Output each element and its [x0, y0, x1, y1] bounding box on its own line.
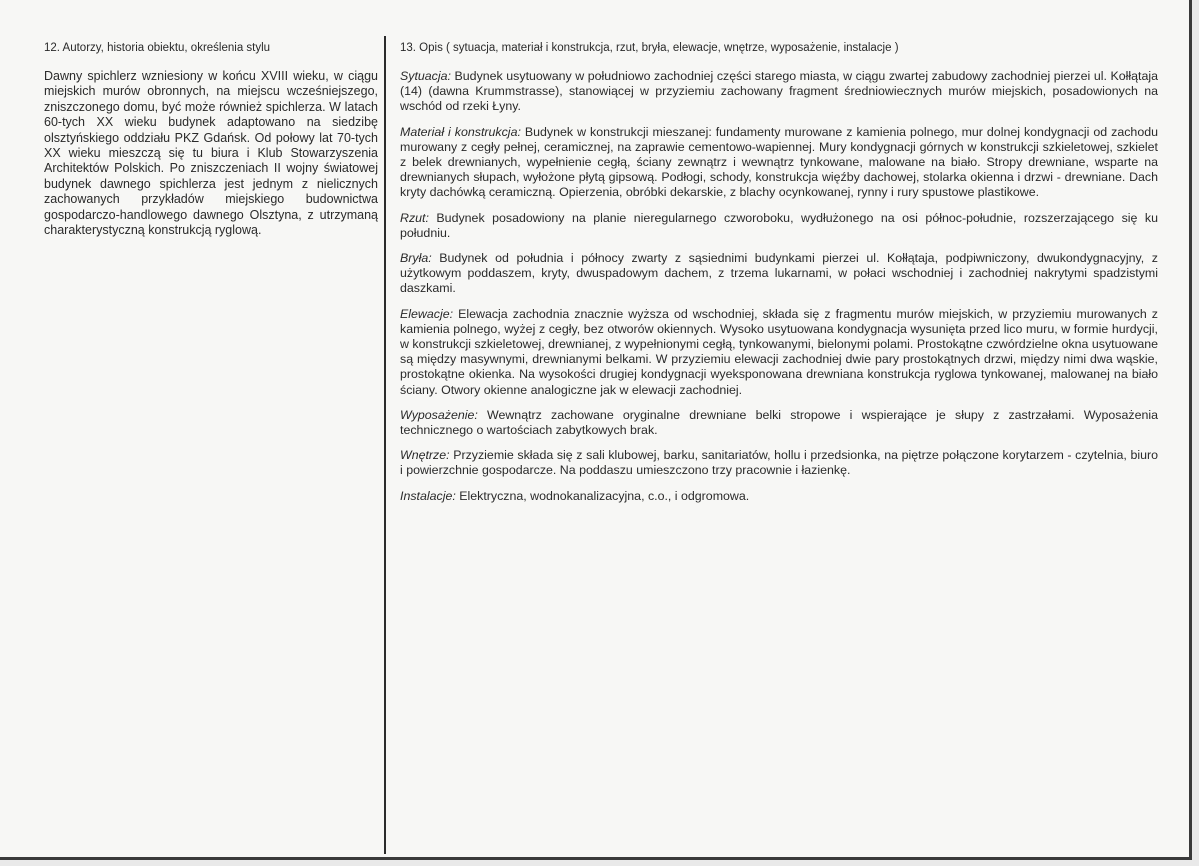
plan-label: Rzut: — [400, 210, 429, 225]
equipment-paragraph — [400, 408, 1158, 438]
material-paragraph — [400, 125, 1158, 201]
section-12-heading: 12. Autorzy, historia obiektu, określenia stylu — [44, 42, 271, 54]
section-13-heading: 13. Opis ( sytuacja, materiał i konstrukcja, rzut, bryła, elewacje, wnętrze, wyposażenie, instalacje ) — [400, 42, 899, 54]
situation-label: Sytuacja: — [400, 69, 451, 83]
interior-text: Przyziemie składa się z sali klubowej, barku, sanitariatów, hollu i przedsionka, na piętrze połączone korytarzem - czytelnia, biuro i powierzchnie gospodarcze. Na poddaszu umieszczono trzy pracownie i łazienkę. — [400, 448, 1158, 478]
situation-text: Budynek usytuowany w południowo zachodniej części starego miasta, w ciągu zwartej zabudowy zachodniej pierzei ul. Kołłątaja (14) (dawna Krummstrasse), stanowiącej w przyziemiu zachowany fragment średniowiecznych murów miejskich, posadowionych na wschód od rzeki Łyny. — [400, 69, 1158, 114]
interior-label: Wnętrze: — [400, 448, 450, 463]
installations-label: Instalacje: — [400, 488, 456, 503]
history-text: Dawny spichlerz wzniesiony w końcu XVIII wieku, w ciągu miejskich murów obronnych, na miejscu wcześniejszego, zniszczonego domu, być może również spichlerza. W latach 60-tych XX wieku budynek adaptowano na siedzibę olsztyńskiego oddziału PKZ Gdańsk. Od połowy lat 70-tych XX wieku mieszczą się tu biura i Klub Stowarzyszenia Architektów Polskich. Po zniszczeniach II wojny światowej budynek dawnego spichlerza jest jednym z nielicznych zachowanych przykładów miejskiego budownictwa gospodarczo-handlowego dawnego Olsztyna, z utrzymaną charakterystyczną konstrukcją ryglową. — [44, 69, 378, 238]
material-text: Budynek w konstrukcji mieszanej: fundamenty murowane z kamienia polnego, mur dolnej kondygnacji od zachodu murowany z cegły pełnej, ceramicznej, na zaprawie cementowo-wapiennej. Mury kondygnacji górnych w konstrukcji szkieletowej, szkielet z belek drewnianych, wypełnienie cegłą, ściany zewnątrz i wewnątrz tynkowane, malowane na biało. Stropy drewniane, wsparte na drewnianych słupach, wyłożone płytą gipsową. Podłogi, schody, konstrukcja więźby dachowej, stolarka okienna i drzwi - drewniane. Dach kryty dachówką ceramiczną. Opierzenia, obróbki dekarskie, z blachy ocynkowanej, rynny i rury spustowe plastikowe. — [400, 124, 1158, 200]
massing-text: Budynek od południa i północy zwarty z sąsiednimi budynkami pierzei ul. Kołłątaja, podpiwniczony, dwukondygnacyjny, z użytkowym poddaszem, kryty, dwuspadowym dachem, z trzema lukarnami, w połaci wschodniej i zachodniej nakrytymi spadzistymi daszkami. — [400, 251, 1158, 296]
equipment-text: Wewnątrz zachowane oryginalne drewniane belki stropowe i wspierające je słupy z zastrzałami. Wyposażenia technicznego o wartościach zabytkowych brak. — [400, 407, 1158, 438]
interior-paragraph — [400, 448, 1158, 478]
massing-paragraph — [400, 251, 1158, 297]
elevations-text: Elewacja zachodnia znacznie wyższa od wschodniej, składa się z fragmentu murów miejskich, w przyziemiu murowanych z kamienia polnego, wyżej z cegły, bez otworów okiennych. Wysoko usytuowana kondygnacja wysunięta przed lico muru, w formie hurdycji, w konstrukcji szkieletowej, drewnianej, z wypełnionymi cegłą, tynkowanymi, bielonymi polami. Prostokątne czwórdzielne okna usytuowane są między masywnymi, drewnianymi belkami. W przyziemiu elewacji zachodniej dwie pary prostokątnych drzwi, między nimi dwa wąskie, prostokątne okienka. Na wysokości drugiej kondygnacji wyeksponowana drewniana konstrukcja ryglowa tynkowanej, malowanej na biało ściany. Otwory okienne analogiczne jak w elewacji zachodniej. — [400, 306, 1158, 397]
column-divider — [384, 36, 386, 854]
authors-history-column — [44, 42, 378, 238]
installations-paragraph — [400, 489, 1158, 504]
description-column — [400, 42, 1158, 514]
situation-paragraph — [400, 69, 1158, 115]
installations-text: Elektryczna, wodnokanalizacyjna, c.o., i odgromowa. — [455, 488, 750, 503]
elevations-paragraph — [400, 307, 1158, 398]
massing-label: Bryła: — [400, 251, 432, 266]
equipment-label: Wyposażenie: — [400, 407, 478, 422]
plan-text: Budynek posadowiony na planie nieregularnego czworoboku, wydłużonego na osi północ-południe, rozszerzającego się ku południu. — [400, 210, 1158, 240]
elevations-label: Elewacje: — [400, 306, 454, 321]
material-label: Materiał i konstrukcja: — [400, 124, 521, 139]
plan-paragraph — [400, 211, 1158, 241]
